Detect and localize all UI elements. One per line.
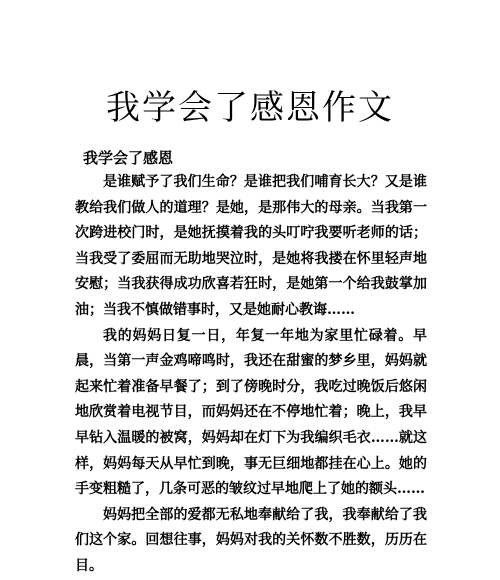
paragraph-2: 我的妈妈日复一日，年复一年地为家里忙碌着。早晨，当第一声金鸡啼鸣时，我还在甜蜜的梦乡里，妈妈就起来忙着准备早餐了；到了傍晚时分，我吃过晚饭后悠闲地欣赏着电视节目，而妈妈还在不停地忙着；晚上，我早早钻入温暖的被窝，妈妈却在灯下为我编织毛衣……就这样，妈妈每天从早忙到晚，事无巨细地都挂在心上。她的手变粗糙了，几条可恶的皱纹过早地爬上了她的额头…… bbox=[75, 327, 427, 498]
page-title: 我学会了感恩作文 bbox=[106, 88, 394, 128]
article-body bbox=[75, 146, 427, 580]
paragraph-3: 妈妈把全部的爱都无私地奉献给了我，我奉献给了我们这个家。回想往事，妈妈对我的关怀数不胜数，历历在目。 bbox=[75, 506, 427, 574]
article-subtitle: 我学会了感恩 bbox=[83, 149, 174, 167]
paragraph-1: 是谁赋予了我们生命？是谁把我们哺育长大？又是谁教给我们做人的道理？是她，是那伟大的母亲。当我第一次跨进校门时，是她抚摸着我的头叮咛我要听老师的话；当我受了委屈而无助地哭泣时，是她将我搂在怀里轻声地安慰；当我获得成功欣喜若狂时，是她第一个给我鼓掌加油；当我不慎做错事时，又是她耐心教诲…… bbox=[75, 174, 427, 318]
